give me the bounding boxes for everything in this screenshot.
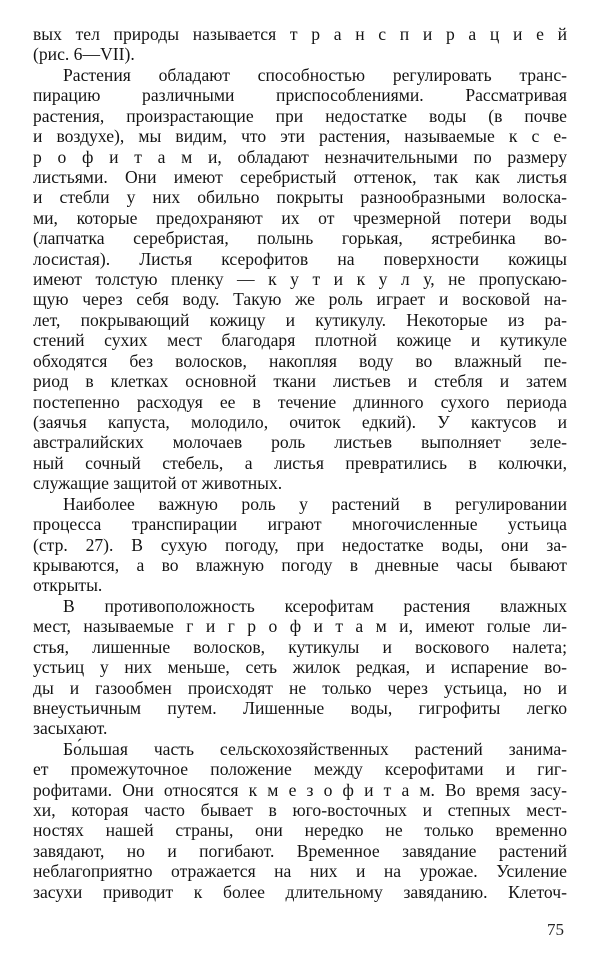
text-line: щую через себя воду. Такую же роль играет и восковой на- [33, 289, 567, 310]
paragraph [33, 739, 567, 902]
text-line: В противоположность ксерофитам растения влажных [63, 595, 567, 616]
paragraph [33, 494, 567, 596]
page-number: 75 [547, 920, 564, 939]
text-line: имеют толстую пленку — к у т и к у л у, не пропускаю- [33, 269, 567, 290]
text-line: Растения обладают способностью регулировать транс- [63, 64, 567, 85]
text-line: открыты. [33, 575, 103, 596]
text-line: австралийских молочаев роль листьев выполняет зеле- [33, 432, 567, 453]
text-line: обходятся без волосков, накопляя воду во влажный пе- [33, 350, 567, 371]
text-line: стений сухих мест благодаря плотной кожице и кутикуле [33, 330, 567, 351]
text-line: ми, которые предохраняют их от чрезмерной потери воды [33, 207, 567, 228]
text-line: (заячья капуста, молодило, очиток едкий). У кактусов и [33, 412, 567, 433]
text-line: риод в клетках основной ткани листьев и стебля и затем [33, 371, 567, 392]
text-line: устьиц у них меньше, сеть жилок редкая, и испарение во- [33, 657, 567, 678]
paragraph [33, 65, 567, 494]
text-line: пирацию различными приспособлениями. Рассматривая [33, 85, 567, 106]
text-line: и воздухе), мы видим, что эти растения, называемые к с е- [33, 126, 567, 147]
text-line: вых тел природы называется т р а н с п и р а ц и е й [33, 24, 567, 44]
text-line: р о ф и т а м и, обладают незначительными по размеру [33, 146, 567, 167]
text-line: постепенно расходуя ее в течение длинного сухого периода [33, 391, 567, 412]
body-text [33, 24, 567, 902]
text-line: стья, лишенные волосков, кутикулы и воскового налета; [33, 636, 567, 657]
text-line: крываются, а во влажную погоду в дневные часы бывают [33, 554, 567, 575]
text-line: ный сочный стебель, а листья превратились в колючки, [33, 452, 567, 473]
text-line: внеустьичным путем. Лишенные воды, гигрофиты легко [33, 697, 567, 718]
text-line: процесса транспирации играют многочисленные устьица [33, 514, 567, 535]
text-line: (рис. 6—VII). [33, 44, 135, 65]
text-line: рофитами. Они относятся к м е з о ф и т а м. Во время засу- [33, 779, 567, 800]
text-line: лет, покрывающий кожицу и кутикулу. Некоторые из ра- [33, 309, 567, 330]
text-line: листьями. Они имеют серебристый оттенок, так как листья [33, 166, 567, 187]
text-line: мест, называемые г и г р о ф и т а м и, имеют голые ли- [33, 616, 567, 637]
text-line: засухи приводит к более длительному завяданию. Клеточ- [33, 881, 567, 902]
text-line: ды и газообмен происходят не только через устьица, но и [33, 677, 567, 698]
text-line: служащие защитой от животных. [33, 473, 283, 494]
text-line: (стр. 27). В сухую погоду, при недостатке воды, они за- [33, 534, 567, 555]
text-line: лосистая). Листья ксерофитов на поверхности кожицы [33, 248, 567, 269]
text-line: растения, произрастающие при недостатке воды (в почве [33, 105, 567, 126]
paragraph [33, 596, 567, 739]
text-line: засыхают. [33, 718, 108, 739]
text-line: (лапчатка серебристая, полынь горькая, ястребинка во- [33, 228, 567, 249]
text-line: Наиболее важную роль у растений в регулировании [63, 493, 567, 514]
text-line: завядают, но и погибают. Временное завядание растений [33, 840, 567, 861]
text-line: неблагоприятно отражается на них и на урожае. Усиление [33, 861, 567, 882]
text-line: и стебли у них обильно покрыты разнообразными волоска- [33, 187, 567, 208]
text-line: хи, которая часто бывает в юго-восточных и степных мест- [33, 800, 567, 821]
paragraph [33, 24, 567, 65]
text-line: ет промежуточное положение между ксерофитами и гиг- [33, 759, 567, 780]
text-line: Бо́льшая часть сельскохозяйственных растений занима- [63, 738, 567, 759]
text-line: ностях нашей страны, они нередко не только временно [33, 820, 567, 841]
